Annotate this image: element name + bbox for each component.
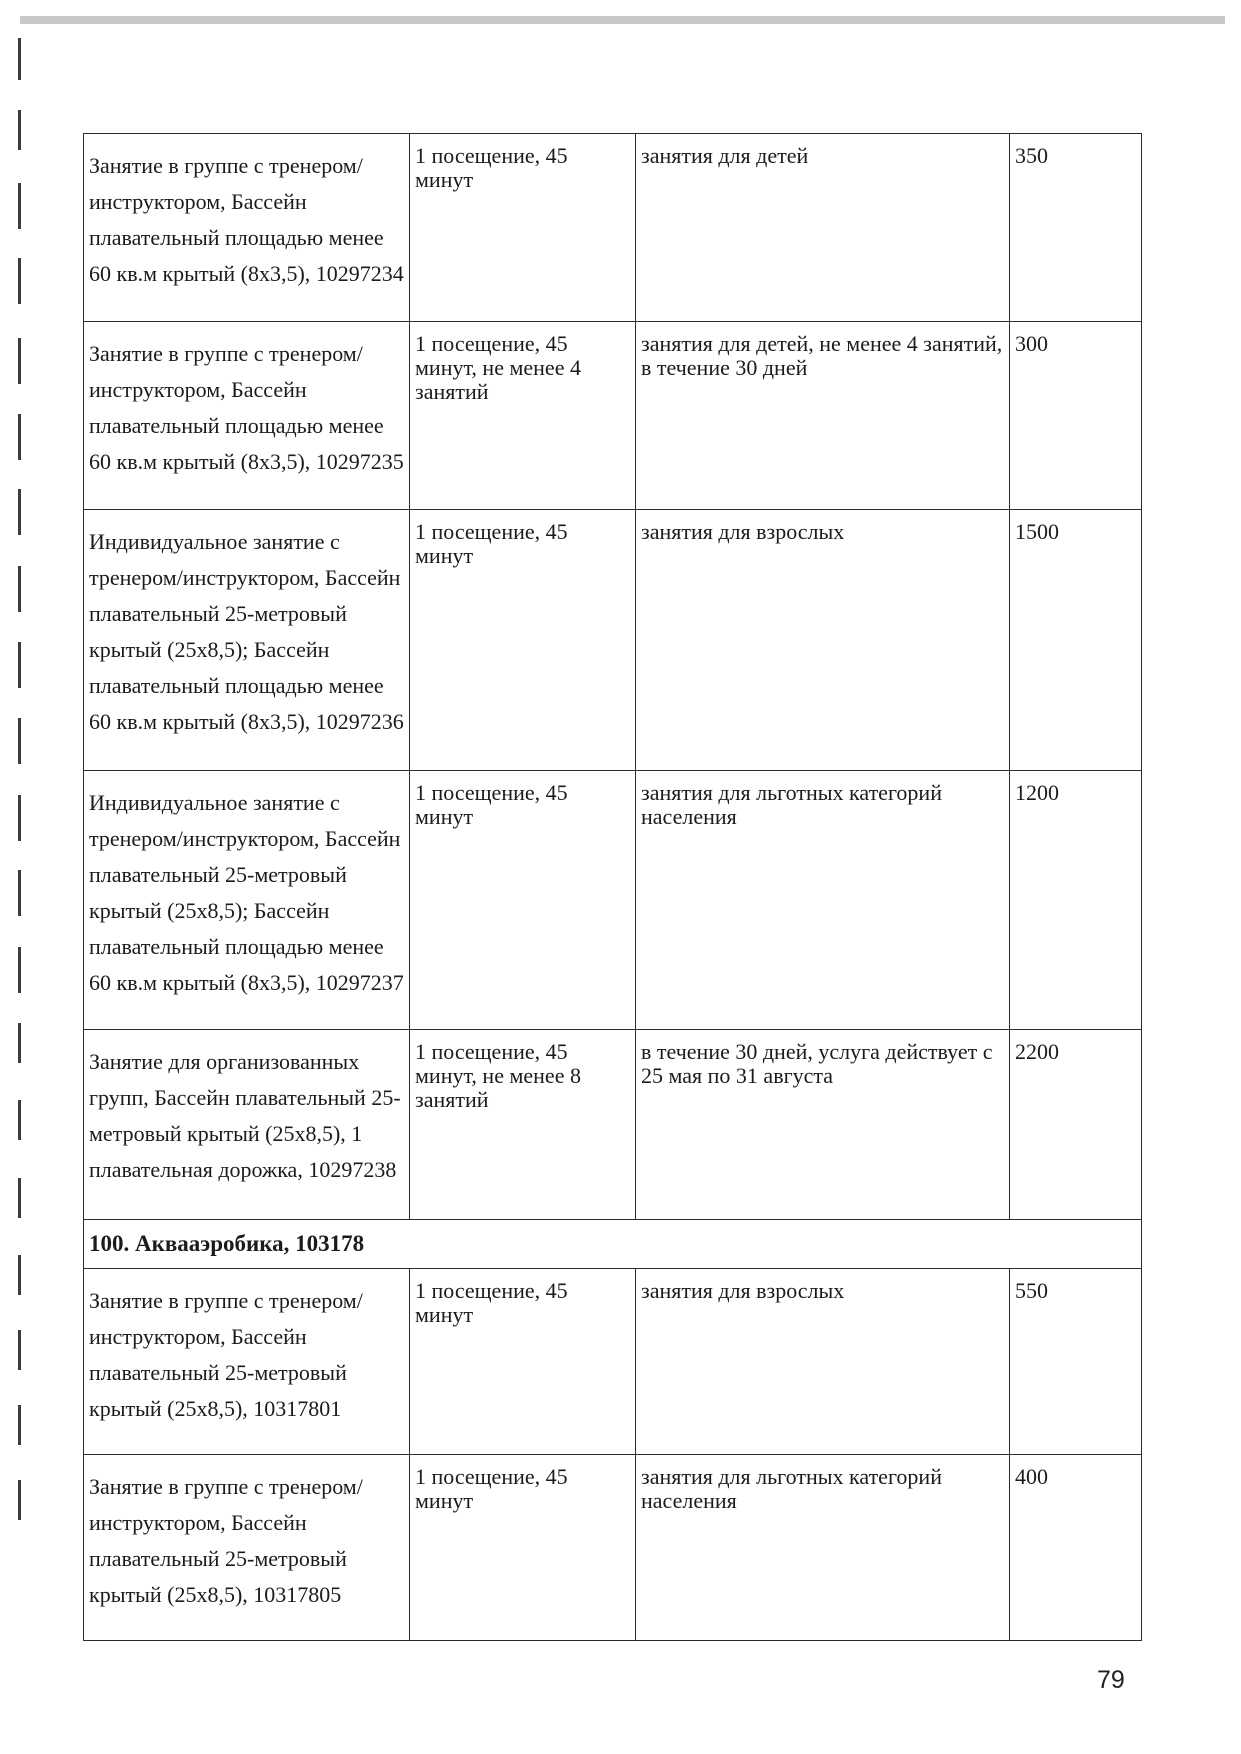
service-price: 2200 [1010,1030,1142,1220]
section-title: 100. Аквааэробика, 103178 [84,1220,1142,1269]
scan-binding-marks [18,0,24,1754]
service-note: занятия для льготных категорий населения [636,1455,1010,1641]
service-name: Индивидуальное занятие с тренером/инструктором, Бассейн плавательный 25-метровый крытый (25х8,5); Бассейн плавательный площадью менее 60 кв.м крытый (8х3,5), 10297237 [84,771,410,1030]
service-unit: 1 посещение, 45 минут [410,771,636,1030]
service-price: 400 [1010,1455,1142,1641]
service-note: занятия для детей [636,134,1010,322]
page-number: 79 [1097,1666,1125,1694]
service-unit: 1 посещение, 45 минут [410,134,636,322]
service-note: занятия для взрослых [636,510,1010,771]
service-price: 300 [1010,322,1142,510]
table-row [84,1269,1142,1455]
scan-top-edge [20,16,1225,24]
service-unit: 1 посещение, 45 минут, не менее 4 занятий [410,322,636,510]
service-unit: 1 посещение, 45 минут [410,510,636,771]
table-row [84,1455,1142,1641]
service-price: 1200 [1010,771,1142,1030]
service-name: Занятие в группе с тренером/инструктором, Бассейн плавательный 25-метровый крытый (25х8,5), 10317801 [84,1269,410,1455]
price-table [83,133,1142,1641]
service-name: Занятие в группе с тренером/инструктором, Бассейн плавательный площадью менее 60 кв.м крытый (8х3,5), 10297234 [84,134,410,322]
service-name: Занятие в группе с тренером/инструктором, Бассейн плавательный 25-метровый крытый (25х8,5), 10317805 [84,1455,410,1641]
service-name: Занятие для организованных групп, Бассейн плавательный 25-метровый крытый (25х8,5), 1 плавательная дорожка, 10297238 [84,1030,410,1220]
service-price: 350 [1010,134,1142,322]
table-row [84,510,1142,771]
service-note: занятия для льготных категорий населения [636,771,1010,1030]
table-row [84,771,1142,1030]
section-row [84,1220,1142,1269]
service-price: 1500 [1010,510,1142,771]
table-row [84,322,1142,510]
service-unit: 1 посещение, 45 минут [410,1269,636,1455]
table-row [84,134,1142,322]
table-row [84,1030,1142,1220]
service-note: в течение 30 дней, услуга действует с 25 мая по 31 августа [636,1030,1010,1220]
service-note: занятия для взрослых [636,1269,1010,1455]
service-name: Занятие в группе с тренером/инструктором, Бассейн плавательный площадью менее 60 кв.м крытый (8х3,5), 10297235 [84,322,410,510]
service-price: 550 [1010,1269,1142,1455]
service-unit: 1 посещение, 45 минут, не менее 8 занятий [410,1030,636,1220]
service-unit: 1 посещение, 45 минут [410,1455,636,1641]
service-note: занятия для детей, не менее 4 занятий, в течение 30 дней [636,322,1010,510]
service-name: Индивидуальное занятие с тренером/инструктором, Бассейн плавательный 25-метровый крытый (25х8,5); Бассейн плавательный площадью менее 60 кв.м крытый (8х3,5), 10297236 [84,510,410,771]
